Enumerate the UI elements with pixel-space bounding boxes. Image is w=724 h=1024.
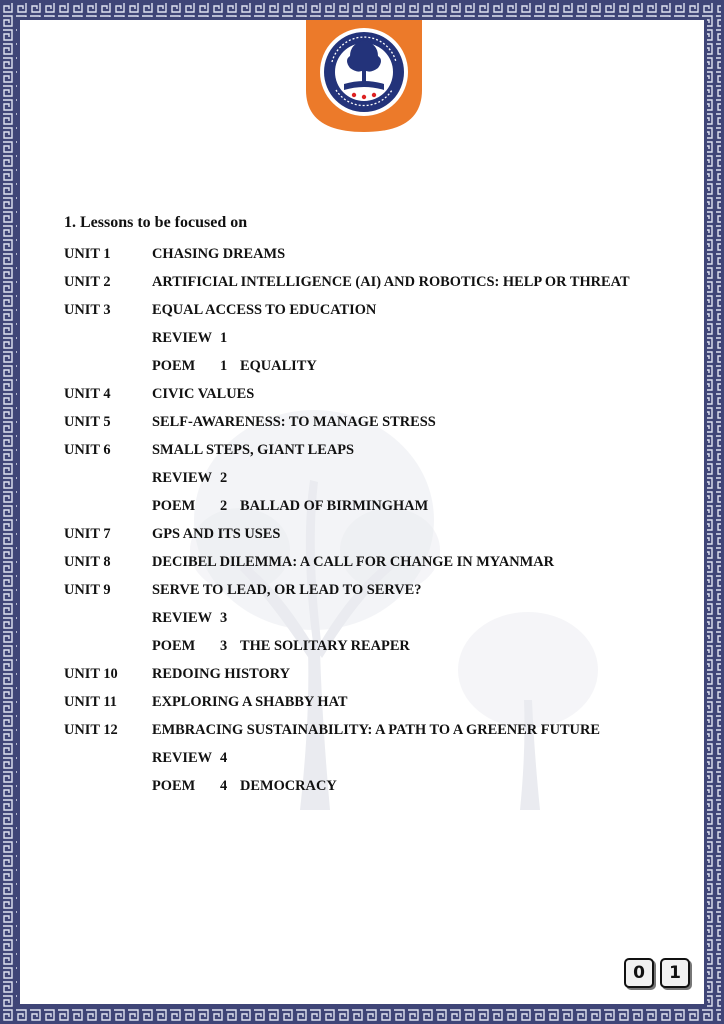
school-logo bbox=[306, 20, 422, 132]
sub-entry bbox=[152, 638, 410, 655]
sub-entry bbox=[152, 610, 240, 627]
sub-entry bbox=[152, 358, 317, 375]
entry-kind: REVIEW bbox=[152, 750, 212, 766]
unit-label: UNIT 8 bbox=[64, 554, 111, 570]
unit-label: UNIT 7 bbox=[64, 526, 111, 542]
page-content bbox=[20, 20, 704, 1004]
entry-number: 2 bbox=[220, 498, 228, 514]
entry-kind: POEM bbox=[152, 778, 196, 794]
unit-title: SELF-AWARENESS: TO MANAGE STRESS bbox=[152, 414, 436, 430]
entry-kind: POEM bbox=[152, 358, 196, 374]
entry-number: 4 bbox=[219, 750, 228, 766]
page-number bbox=[624, 958, 690, 988]
unit-title: EXPLORING A SHABBY HAT bbox=[152, 694, 348, 710]
tree-watermark bbox=[180, 400, 640, 820]
unit-title: ARTIFICIAL INTELLIGENCE (AI) AND ROBOTICS: HELP OR THREAT bbox=[152, 274, 630, 290]
sub-entry bbox=[152, 498, 428, 515]
sub-entry bbox=[152, 750, 240, 767]
unit-label: UNIT 2 bbox=[64, 274, 111, 290]
unit-title: EQUAL ACCESS TO EDUCATION bbox=[152, 302, 377, 318]
page-number-digit: 0 bbox=[624, 958, 654, 988]
sub-entry bbox=[152, 470, 240, 487]
unit-title: CIVIC VALUES bbox=[152, 386, 255, 402]
entry-kind: REVIEW bbox=[152, 610, 212, 626]
unit-title: REDOING HISTORY bbox=[152, 666, 290, 682]
entry-title: DEMOCRACY bbox=[240, 778, 337, 794]
unit-title: SMALL STEPS, GIANT LEAPS bbox=[152, 442, 355, 458]
entry-number: 3 bbox=[220, 638, 228, 654]
unit-label: UNIT 5 bbox=[64, 414, 111, 430]
unit-label: UNIT 4 bbox=[64, 386, 111, 402]
unit-title: EMBRACING SUSTAINABILITY: A PATH TO A GREENER FUTURE bbox=[152, 722, 600, 738]
unit-title: SERVE TO LEAD, OR LEAD TO SERVE? bbox=[152, 582, 422, 598]
unit-label: UNIT 3 bbox=[64, 302, 111, 318]
entry-number: 1 bbox=[220, 358, 228, 374]
entry-title: EQUALITY bbox=[240, 358, 317, 374]
unit-title: CHASING DREAMS bbox=[152, 246, 286, 262]
entry-kind: POEM bbox=[152, 638, 196, 654]
unit-title: DECIBEL DILEMMA: A CALL FOR CHANGE IN MYANMAR bbox=[152, 554, 555, 570]
entry-number: 2 bbox=[219, 470, 228, 486]
entry-title: THE SOLITARY REAPER bbox=[240, 638, 410, 654]
unit-label: UNIT 12 bbox=[64, 722, 118, 738]
unit-label: UNIT 1 bbox=[64, 246, 111, 262]
entry-kind: REVIEW bbox=[152, 330, 212, 346]
unit-title: GPS AND ITS USES bbox=[152, 526, 281, 542]
sub-entry bbox=[152, 778, 337, 795]
entry-number: 3 bbox=[219, 610, 228, 626]
entry-number: 1 bbox=[219, 330, 228, 346]
entry-number: 4 bbox=[220, 778, 228, 794]
entry-kind: POEM bbox=[152, 498, 196, 514]
sub-entry bbox=[152, 330, 240, 347]
section-heading: 1. Lessons to be focused on bbox=[64, 214, 248, 231]
unit-label: UNIT 9 bbox=[64, 582, 111, 598]
entry-kind: REVIEW bbox=[152, 470, 212, 486]
unit-label: UNIT 6 bbox=[64, 442, 111, 458]
page-number-digit: 1 bbox=[660, 958, 690, 988]
unit-label: UNIT 11 bbox=[64, 694, 117, 710]
unit-label: UNIT 10 bbox=[64, 666, 118, 682]
entry-title: BALLAD OF BIRMINGHAM bbox=[240, 498, 429, 514]
